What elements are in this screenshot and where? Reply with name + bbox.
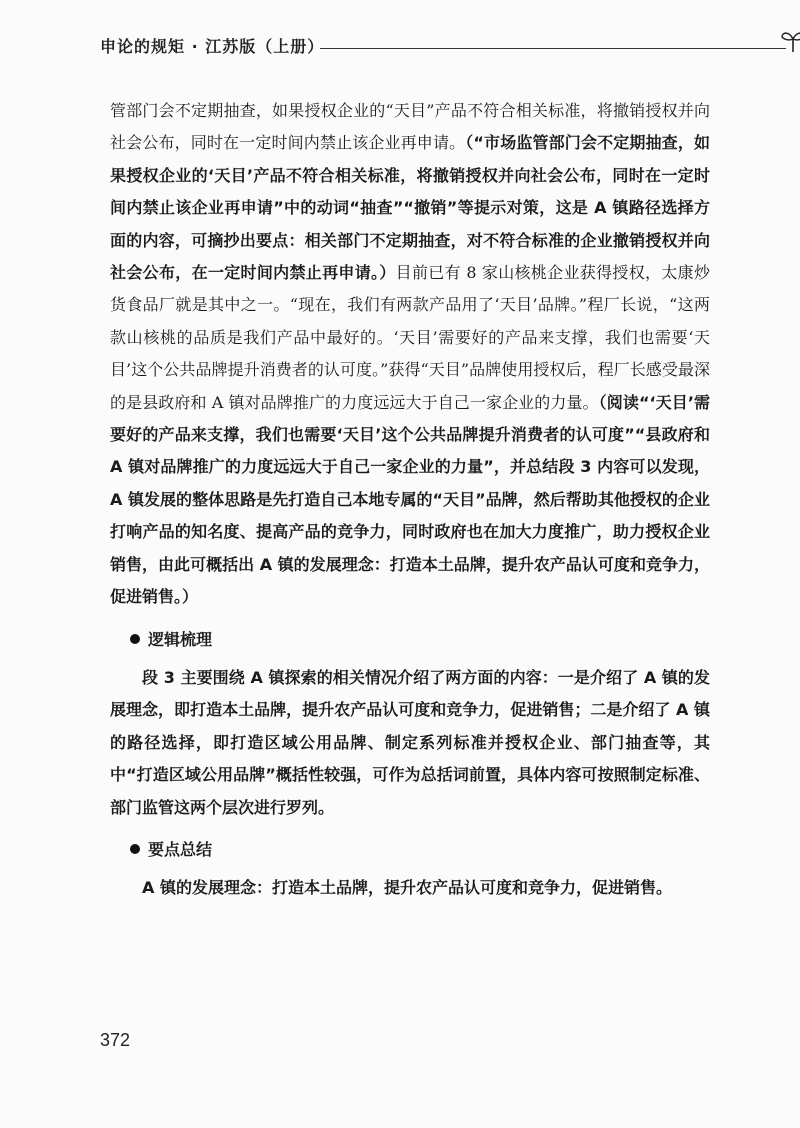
- sprout-icon: [780, 28, 800, 54]
- summary-paragraph: A 镇的发展理念：打造本土品牌，提升农产品认可度和竞争力，促进销售。: [142, 878, 672, 898]
- source-text: 管部门会不定期抽查，如果授权企业的“天目”产品不符合相关标准，将撤销授权并向社会公布，同时在一定时间内禁止该企业再申请。: [110, 101, 710, 153]
- section-heading-label: 逻辑梳理: [148, 629, 213, 649]
- bullet-icon: [130, 634, 140, 644]
- page-body: [110, 95, 716, 905]
- bullet-icon: [130, 844, 140, 854]
- section-heading-label: 要点总结: [148, 839, 213, 859]
- logic-paragraph: 段 3 主要围绕 A 镇探索的相关情况介绍了两方面的内容：一是介绍了 A 镇的发展理念，即打造本土品牌，提升农产品认可度和竞争力，促进销售；二是介绍了 A 镇的路径选择，即打造区域公用品牌、制定系列标准并授权企业、部门抽查等，其中“打造区域公用品牌”概括性较强，可作为总括词前置，具体内容可按照制定标准、部门监管这两个层次进行罗列。: [110, 667, 710, 817]
- source-text: 目前已有 8 家山核桃企业获得授权，太康炒货食品厂就是其中之一。“现在，我们有两款产品用了‘天目’品牌。”程厂长说，“这两款山核桃的品质是我们产品中最好的。‘天目’需要好的产品来支撑，我们也需要‘天目’这个公共品牌提升消费者的认可度。”获得“天目”品牌使用授权后，程厂长感受最深的是县政府和 A 镇对品牌推广的力度远远大于自己一家企业的力量。: [110, 263, 710, 412]
- page-number: 372: [100, 1030, 131, 1050]
- header-rule: [320, 48, 786, 49]
- book-title: 申论的规矩 · 江苏版（上册）: [100, 37, 325, 56]
- running-header: [100, 34, 720, 64]
- analysis-paragraph: [110, 95, 716, 614]
- annotation-text: （“市场监管部门会不定期抽查，如果授权企业的‘天目’产品不符合相关标准，将撤销授权并向社会公布，同时在一定时间内禁止该企业再申请”中的动词“抽查”“撤销”等提示对策，这是 A 镇路径选择方面的内容，可摘抄出要点：相关部门不定期抽查，对不符合标准的企业撤销授权并向社会公布，在一定时间内禁止再申请。）: [110, 133, 710, 283]
- annotation-text: （阅读“‘天目’需要好的产品来支撑，我们也需要‘天目’这个公共品牌提升消费者的认可度”“县政府和 A 镇对品牌推广的力度远远大于自己一家企业的力量”，并总结段 3 内容可以发现，A 镇发展的整体思路是先打造自己本地专属的“天目”品牌，然后帮助其他授权的企业打响产品的知名度、提高产品的竞争力，同时政府也在加大力度推广，助力授权企业销售，由此可概括出 A 镇的发展理念：打造本土品牌，提升农产品认可度和竞争力，促进销售。）: [110, 392, 716, 607]
- section-heading-logic: [130, 624, 710, 656]
- section-heading-summary: [130, 834, 710, 866]
